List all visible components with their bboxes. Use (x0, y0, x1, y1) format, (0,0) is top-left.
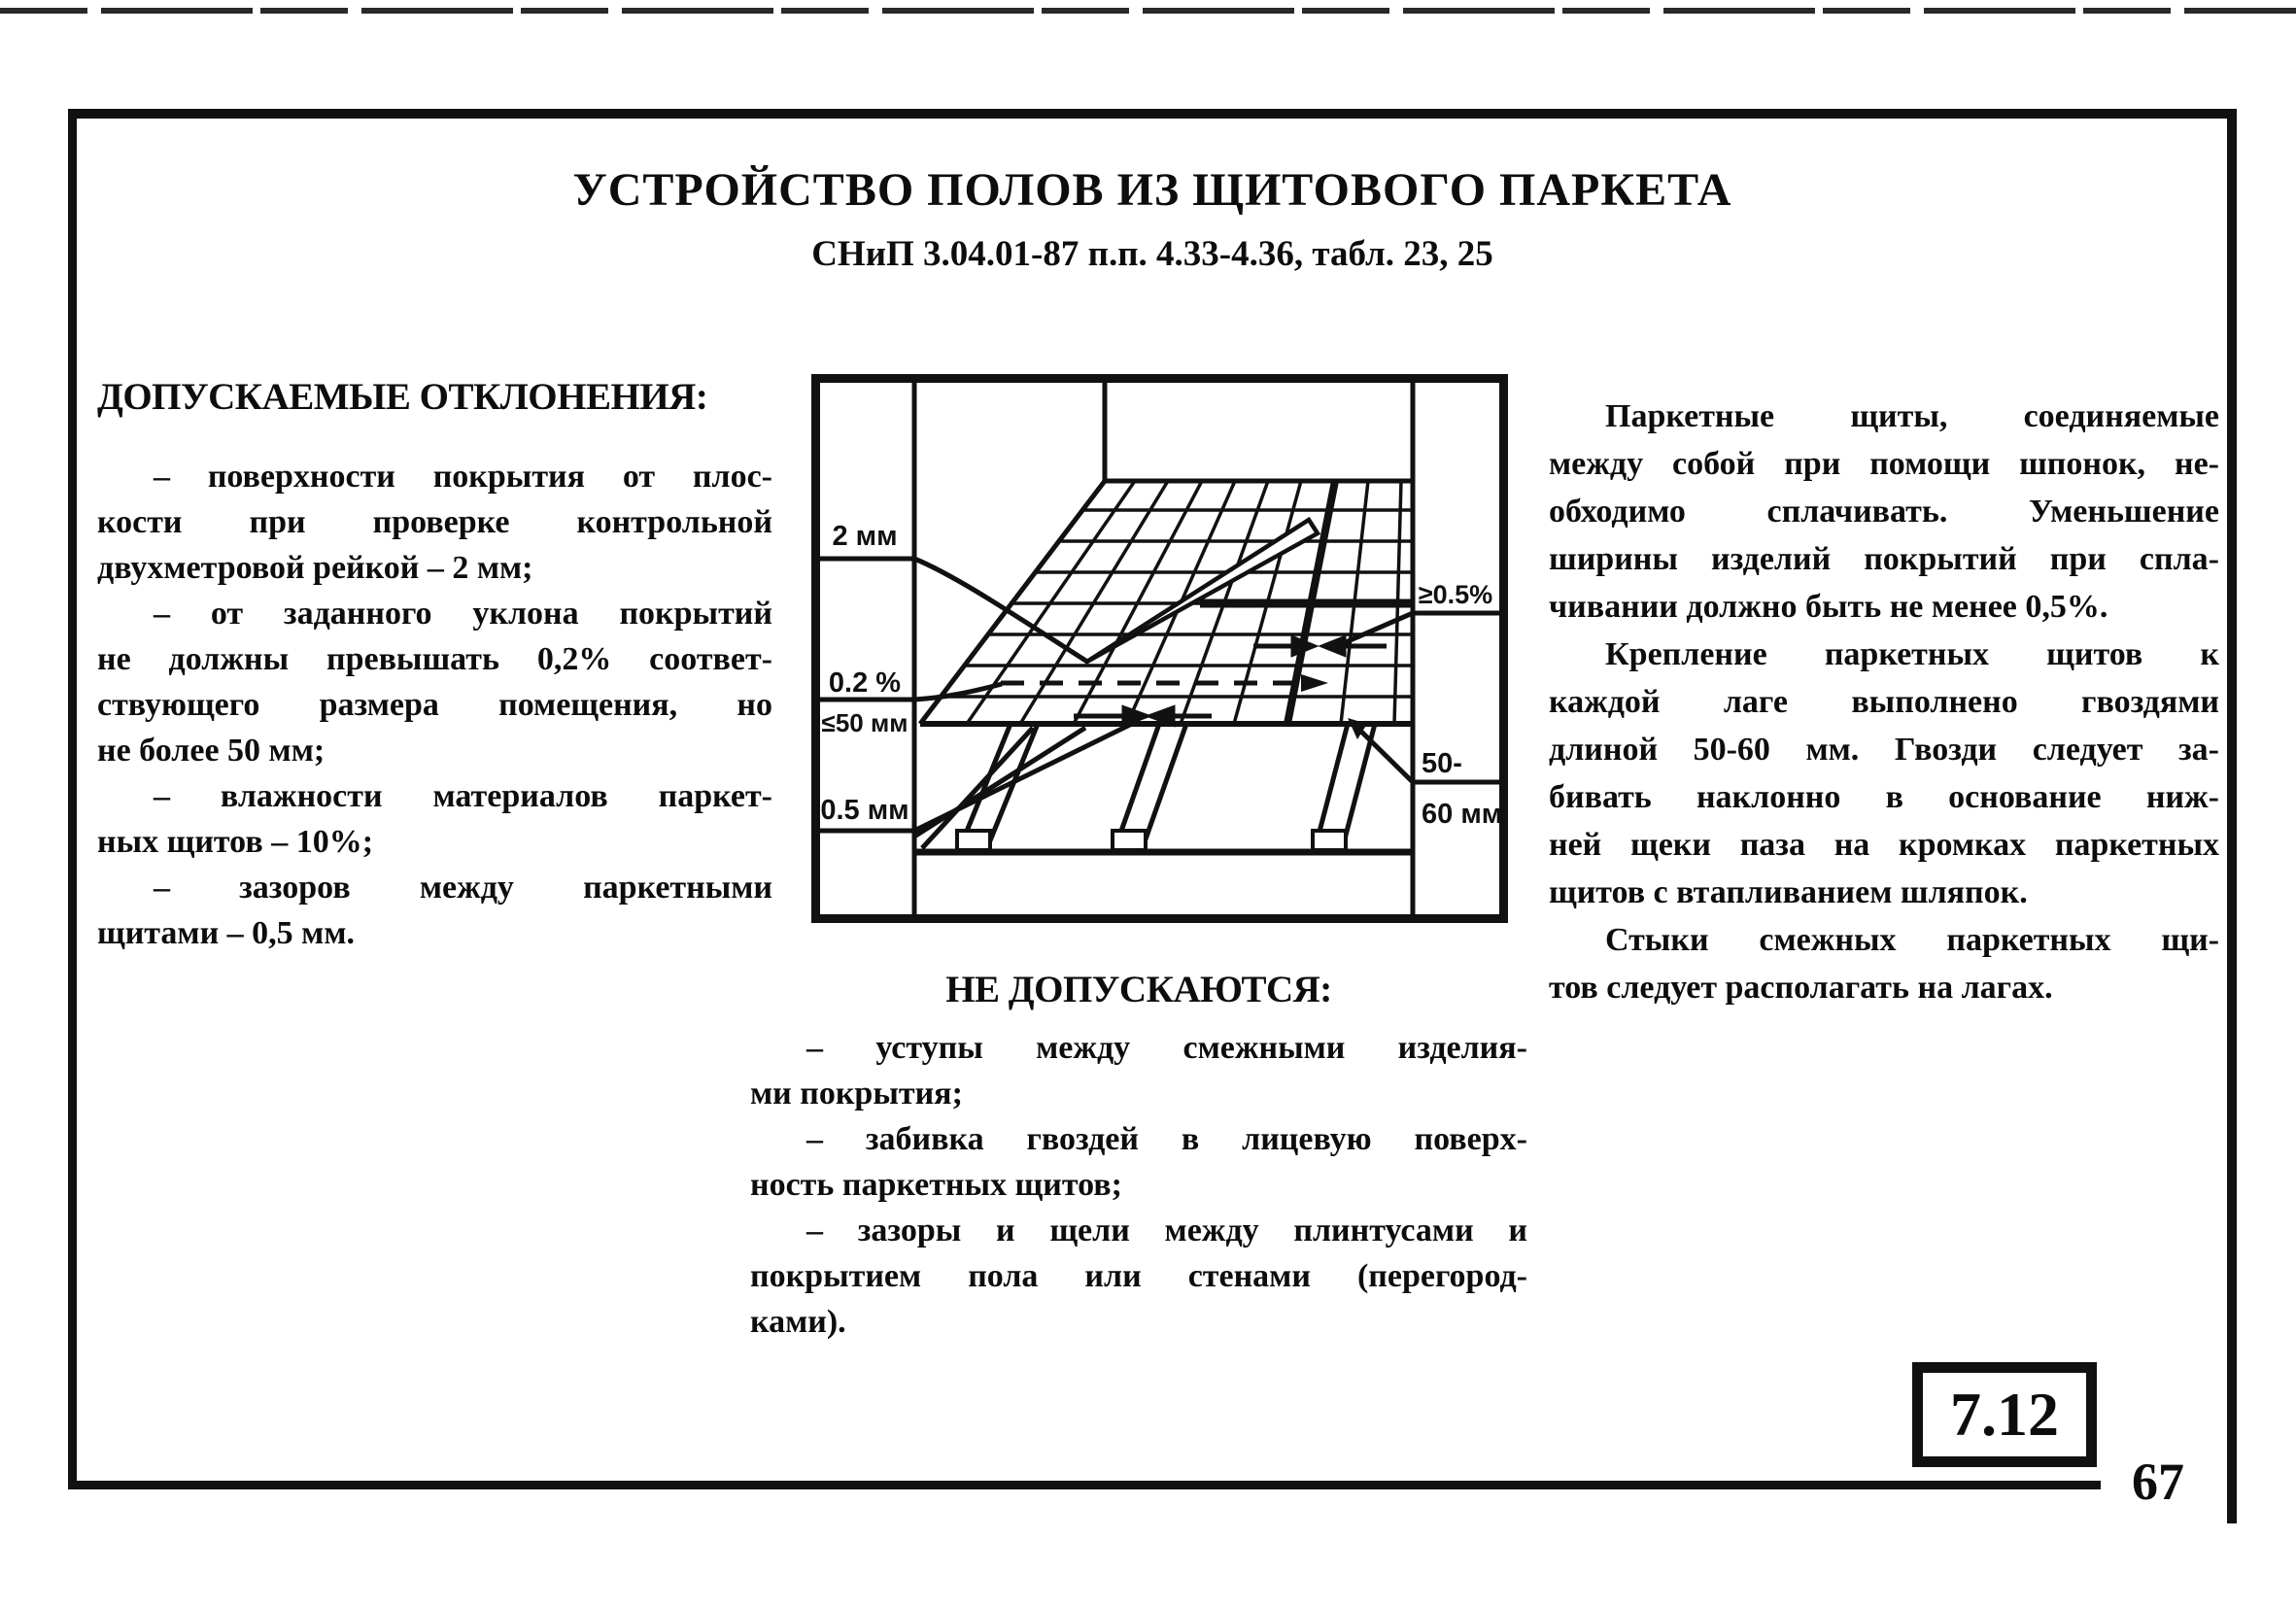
text-line: длиной 50-60 мм. Гвозди следует за- (1549, 732, 2219, 768)
allowed-deviations-heading: ДОПУСКАЕМЫЕ ОТКЛОНЕНИЯ: (97, 376, 708, 418)
not-allowed-item-nails (750, 1116, 1527, 1208)
figure-code: 7.12 (1950, 1380, 2059, 1449)
frame-border-bottom (68, 1481, 2101, 1489)
text-line: двухметровой рейкой – 2 мм; (97, 550, 533, 586)
not-allowed-item-gaps (750, 1208, 1527, 1345)
parquet-floor-diagram (811, 374, 1508, 923)
note-paragraph-joints (1549, 916, 2219, 1011)
text-line: – зазоры и щели между плинтусами и (806, 1213, 1527, 1248)
text-line: – забивка гвоздей в лицевую поверх- (806, 1121, 1527, 1157)
frame-border-right (2227, 109, 2237, 1523)
allowed-deviations-section (97, 374, 772, 956)
deviation-item-slope (97, 591, 772, 773)
text-line: ками). (750, 1304, 846, 1340)
text-line: Стыки смежных паркетных щи- (1605, 922, 2219, 958)
label-narrowing-05pct: ≥0.5% (1418, 580, 1493, 609)
text-line: – зазоров между паркетными (154, 870, 772, 906)
not-allowed-heading: НЕ ДОПУСКАЮТСЯ: (945, 969, 1332, 1010)
text-line: ширины изделий покрытий при спла- (1549, 541, 2219, 577)
text-line: щитов с втапливанием шляпок. (1549, 874, 2028, 910)
text-line: ность паркетных щитов; (750, 1167, 1122, 1203)
scan-edge-artifact (0, 8, 2296, 14)
figure-code-box (1912, 1362, 2097, 1467)
text-line: не более 50 мм; (97, 733, 326, 769)
text-line: ных щитов – 10%; (97, 824, 374, 860)
text-line: между собой при помощи шпонок, не- (1549, 446, 2219, 482)
not-allowed-item-ledges (750, 1025, 1527, 1116)
text-line: Паркетные щиты, соединяемые (1605, 398, 2219, 434)
narrowing-arrows (1253, 638, 1387, 654)
text-line: тов следует располагать на лагах. (1549, 970, 2053, 1006)
frame-border-left (68, 109, 77, 1489)
text-line: – поверхности покрытия от плос- (154, 459, 772, 495)
frame-border-top (68, 109, 2237, 119)
page-subtitle: СНиП 3.04.01-87 п.п. 4.33-4.36, табл. 23, 25 (811, 234, 1493, 274)
text-line: щитами – 0,5 мм. (97, 915, 355, 951)
text-line: бивать наклонно в основание ниж- (1549, 779, 2219, 815)
text-line: Крепление паркетных щитов к (1605, 636, 2219, 672)
label-nail-length-line2: 60 мм (1422, 799, 1503, 830)
text-line: кости при проверке контрольной (97, 504, 772, 540)
deviation-item-flatness (97, 454, 772, 591)
label-nail-length-line1: 50- (1422, 748, 1462, 779)
label-slope-02pct: 0.2 % (828, 667, 902, 699)
text-line: ней щеки паза на кромках паркетных (1549, 827, 2219, 863)
text-line: покрытием пола или стенами (перегород- (750, 1258, 1527, 1294)
wall-corner (920, 383, 1413, 724)
notes-section (1549, 393, 2219, 1011)
not-allowed-section (750, 967, 1527, 1345)
text-line: каждой лаге выполнено гвоздями (1549, 684, 2219, 720)
note-paragraph-splicing (1549, 393, 2219, 631)
deviation-item-gaps (97, 865, 772, 956)
label-flatness-2mm: 2 мм (832, 521, 898, 552)
text-line: чивании должно быть не менее 0,5%. (1549, 589, 2108, 625)
diagram-drawing (811, 374, 1508, 923)
text-line: ми покрытия; (750, 1076, 963, 1111)
text-line: – уступы между смежными изделия- (806, 1030, 1527, 1066)
text-line: обходимо сплачивать. Уменьшение (1549, 494, 2219, 530)
note-paragraph-fastening (1549, 631, 2219, 916)
label-gap-05mm: 0.5 мм (820, 795, 909, 826)
text-line: не должны превышать 0,2% соответ- (97, 641, 772, 677)
text-line: – от заданного уклона покрытий (154, 596, 772, 632)
text-line: – влажности материалов паркет- (154, 778, 772, 814)
text-line: ствующего размера помещения, но (97, 687, 772, 723)
page-title: УСТРОЙСТВО ПОЛОВ ИЗ ЩИТОВОГО ПАРКЕТА (572, 164, 1732, 216)
deviation-item-moisture (97, 773, 772, 865)
label-slope-max-50mm: ≤50 мм (821, 708, 908, 737)
page-number: 67 (2124, 1452, 2192, 1512)
